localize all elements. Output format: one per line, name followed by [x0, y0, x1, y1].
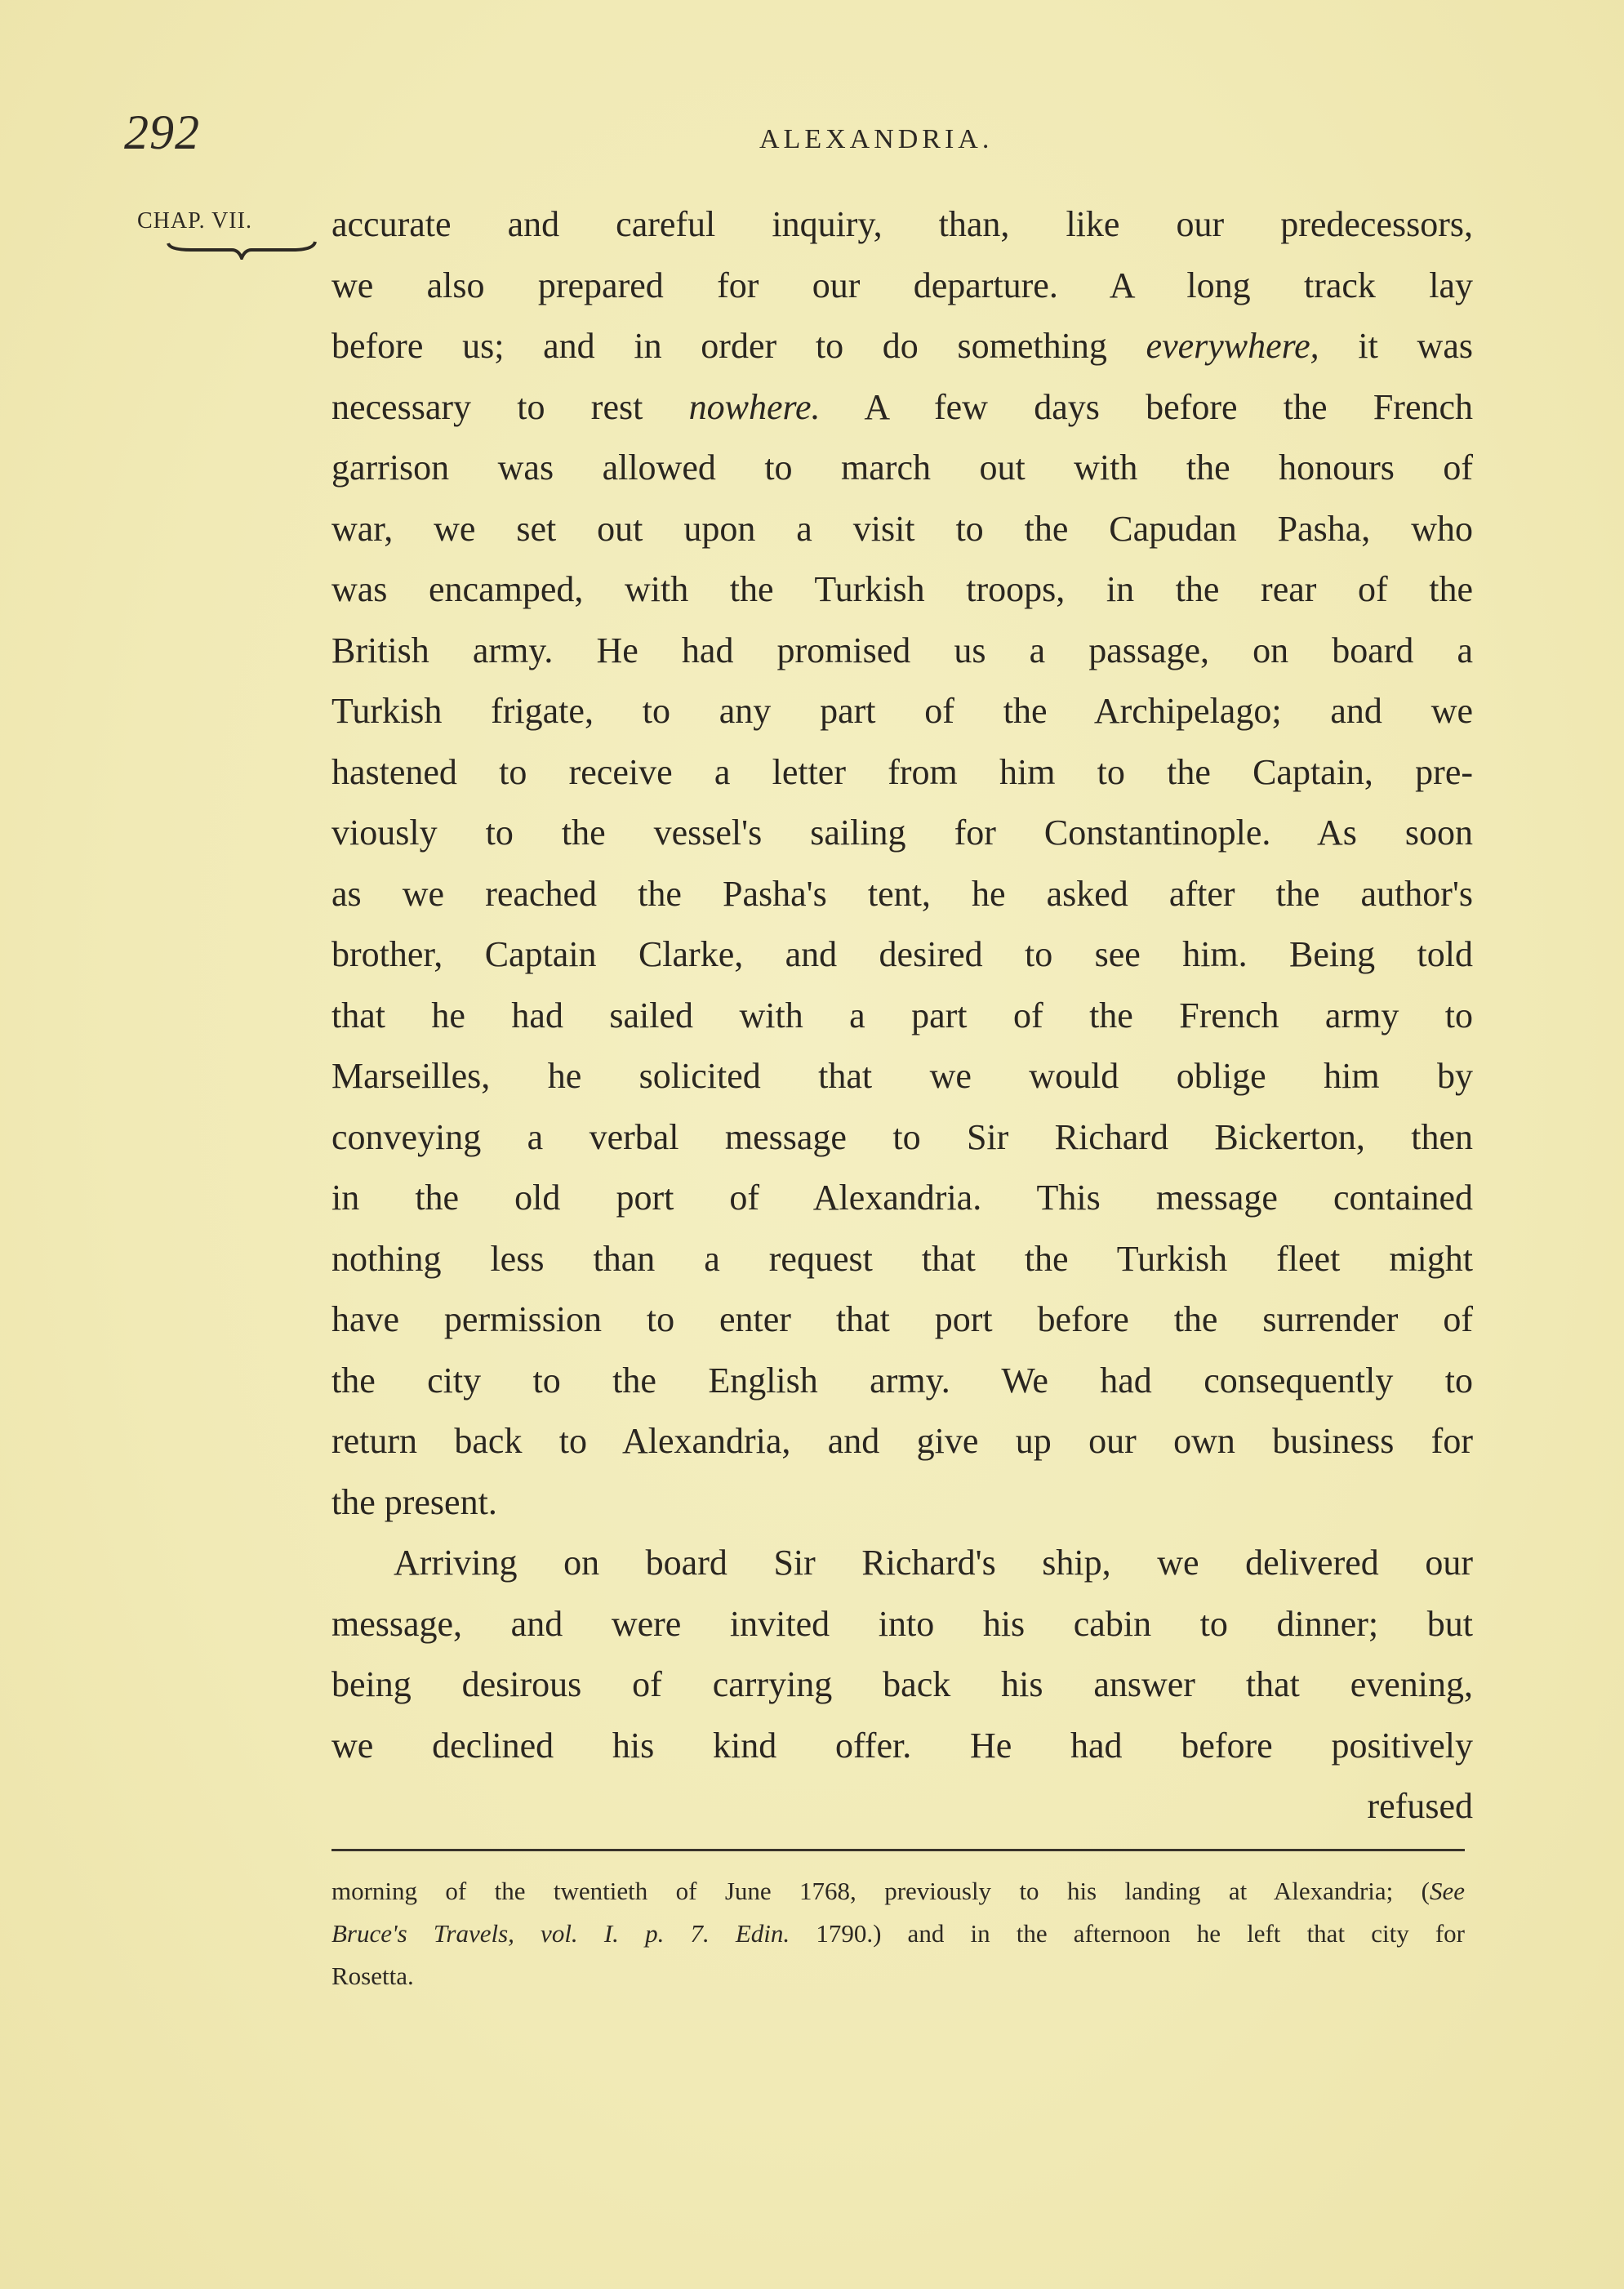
text-line: hastened to receive a letter from him to the Captain, pre-	[331, 751, 1473, 792]
text-line: war, we set out upon a visit to the Capudan Pasha, who	[331, 508, 1473, 549]
text-line: that he had sailed with a part of the French army to	[331, 995, 1473, 1035]
text-span: A few days before the French	[820, 386, 1473, 427]
footnote-line	[331, 1913, 1465, 1955]
page-number: 292	[124, 105, 200, 159]
text-line	[331, 316, 1473, 377]
text-line: the city to the English army. We had consequently to	[331, 1360, 1473, 1401]
text-line: Marseilles, he solicited that we would oblige him by	[331, 1056, 1473, 1096]
text-line: being desirous of carrying back his answer that evening,	[331, 1664, 1473, 1704]
italic-span: nowhere.	[688, 386, 821, 427]
text-line: message, and were invited into his cabin to dinner; but	[331, 1603, 1473, 1644]
text-line: garrison was allowed to march out with the honours of	[331, 448, 1473, 488]
body-text	[331, 194, 1473, 1837]
italic-span: Bruce's Travels, vol. I. p. 7. Edin.	[331, 1919, 790, 1948]
text-line: as we reached the Pasha's tent, he asked after the author's	[331, 873, 1473, 914]
paragraph-start-line: Arriving on board Sir Richard's ship, we delivered our	[394, 1543, 1473, 1583]
text-line: return back to Alexandria, and give up our own business for	[331, 1421, 1473, 1461]
footnote	[331, 1870, 1465, 1997]
chapter-brace-ornament	[167, 238, 317, 260]
footnote-line: Rosetta.	[331, 1962, 414, 1990]
text-line: Turkish frigate, to any part of the Archipelago; and we	[331, 691, 1473, 731]
text-line: accurate and careful inquiry, than, like our predecessors,	[331, 204, 1473, 244]
italic-span: See	[1429, 1877, 1465, 1905]
text-line: British army. He had promised us a passage, on board a	[331, 630, 1473, 670]
footnote-rule	[331, 1849, 1465, 1851]
text-line: we declined his kind offer. He had before positively	[331, 1725, 1473, 1766]
text-span: 1790.) and in the afternoon he left that city for	[790, 1919, 1465, 1948]
text-span: before us; and in order to do something	[331, 326, 1146, 366]
text-line: conveying a verbal message to Sir Richard Bickerton, then	[331, 1116, 1473, 1157]
text-line: viously to the vessel's sailing for Constantinople. As soon	[331, 813, 1473, 853]
running-title: ALEXANDRIA.	[759, 124, 994, 154]
catchword: refused	[1367, 1786, 1473, 1826]
text-line: have permission to enter that port before the surrender of	[331, 1299, 1473, 1339]
text-line: we also prepared for our departure. A long track lay	[331, 265, 1473, 305]
text-line	[331, 377, 1473, 439]
text-span: it was	[1319, 326, 1473, 366]
italic-span: everywhere,	[1146, 326, 1319, 366]
text-span: necessary to rest	[331, 386, 689, 427]
text-line: nothing less than a request that the Turkish fleet might	[331, 1238, 1473, 1279]
footnote-line	[331, 1870, 1465, 1913]
text-line: brother, Captain Clarke, and desired to see him. Being told	[331, 934, 1473, 974]
text-line: was encamped, with the Turkish troops, in the rear of the	[331, 569, 1473, 609]
text-line: in the old port of Alexandria. This message contained	[331, 1178, 1473, 1218]
text-line: the present.	[331, 1481, 497, 1522]
text-span: morning of the twentieth of June 1768, previously to his landing at Alexandria; (	[331, 1877, 1430, 1905]
chapter-margin-label: CHAP. VII.	[137, 208, 252, 234]
